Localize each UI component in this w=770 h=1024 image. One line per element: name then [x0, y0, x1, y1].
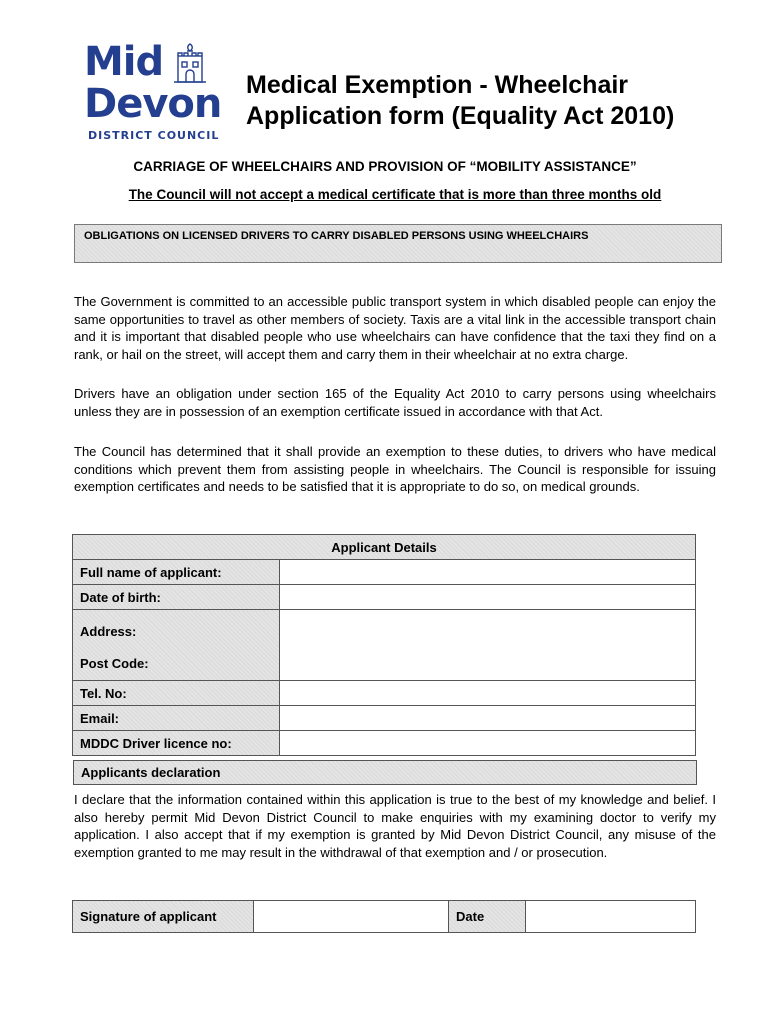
dob-field[interactable]: [280, 585, 696, 610]
tel-label: Tel. No:: [73, 681, 280, 706]
certificate-notice: The Council will not accept a medical certificate that is more than three months old: [128, 187, 662, 202]
obligation-paragraph: Drivers have an obligation under section 165 of the Equality Act 2010 to carry persons using wheelchairs unless they are in possession of an exemption certificate issued in accordance with that Act.: [74, 386, 716, 419]
table-row: [73, 731, 696, 756]
logo-text-district-council: DISTRICT COUNCIL: [88, 129, 220, 142]
table-heading: Applicant Details: [73, 535, 696, 560]
address-field[interactable]: [280, 610, 696, 681]
section-subheading: CARRIAGE OF WHEELCHAIRS AND PROVISION OF “MOBILITY ASSISTANCE”: [133, 159, 637, 174]
full-name-field[interactable]: [280, 560, 696, 585]
logo-text-devon: Devon: [84, 81, 222, 127]
signature-table: [72, 900, 696, 933]
table-row: [73, 610, 696, 681]
post-code-label: Post Code:: [80, 656, 149, 671]
date-label: Date: [449, 901, 526, 933]
licence-field[interactable]: [280, 731, 696, 756]
table-row: [73, 560, 696, 585]
title-line-1: Medical Exemption - Wheelchair: [246, 71, 629, 99]
table-row: [73, 585, 696, 610]
castle-crest-icon: [170, 42, 210, 86]
page-title: [246, 70, 674, 132]
signature-field[interactable]: [254, 901, 449, 933]
table-row: [73, 901, 696, 933]
intro-paragraph: The Government is committed to an accessible public transport system in which disabled people can enjoy the same opportunities to travel as other members of society. Taxis are a vital link in the accessible transport chain and it is important that disabled people who use wheelchairs can have confidence that the taxi they find on a rank, or hail on the street, will accept them and carry them in their wheelchair at no extra charge.: [74, 294, 716, 362]
table-row: [73, 535, 696, 560]
logo-text-mid: Mid: [84, 39, 164, 85]
declaration-heading: Applicants declaration: [81, 765, 221, 780]
signature-label: Signature of applicant: [73, 901, 254, 933]
exemption-paragraph: The Council has determined that it shall provide an exemption to these duties, to drivers who have medical conditions which prevent them from assisting people in wheelchairs. The Council is responsible for issuing exemption certificates and needs to be satisfied that it is appropriate to do so, on medical grounds.: [74, 444, 716, 494]
table-row: [73, 706, 696, 731]
tel-field[interactable]: [280, 681, 696, 706]
address-label: Address:: [80, 624, 137, 639]
title-line-2: Application form (Equality Act 2010): [246, 102, 675, 130]
table-row: [73, 681, 696, 706]
date-field[interactable]: [526, 901, 696, 933]
email-label: Email:: [73, 706, 280, 731]
applicant-details-table: [72, 534, 696, 756]
declaration-text: I declare that the information contained within this application is true to the best of my knowledge and belief. I also hereby permit Mid Devon District Council to make enquiries with my examining doctor to verify my application. I also accept that if my exemption is granted by Mid Devon District Council, any misuse of the exemption granted to me may result in the withdrawal of that exemption and / or prosecution.: [74, 792, 716, 860]
full-name-label: Full name of applicant:: [73, 560, 280, 585]
council-logo: [84, 39, 224, 142]
obligations-heading: OBLIGATIONS ON LICENSED DRIVERS TO CARRY DISABLED PERSONS USING WHEELCHAIRS: [84, 230, 589, 242]
address-label-cell: [73, 610, 280, 681]
email-field[interactable]: [280, 706, 696, 731]
dob-label: Date of birth:: [73, 585, 280, 610]
licence-label: MDDC Driver licence no:: [73, 731, 280, 756]
